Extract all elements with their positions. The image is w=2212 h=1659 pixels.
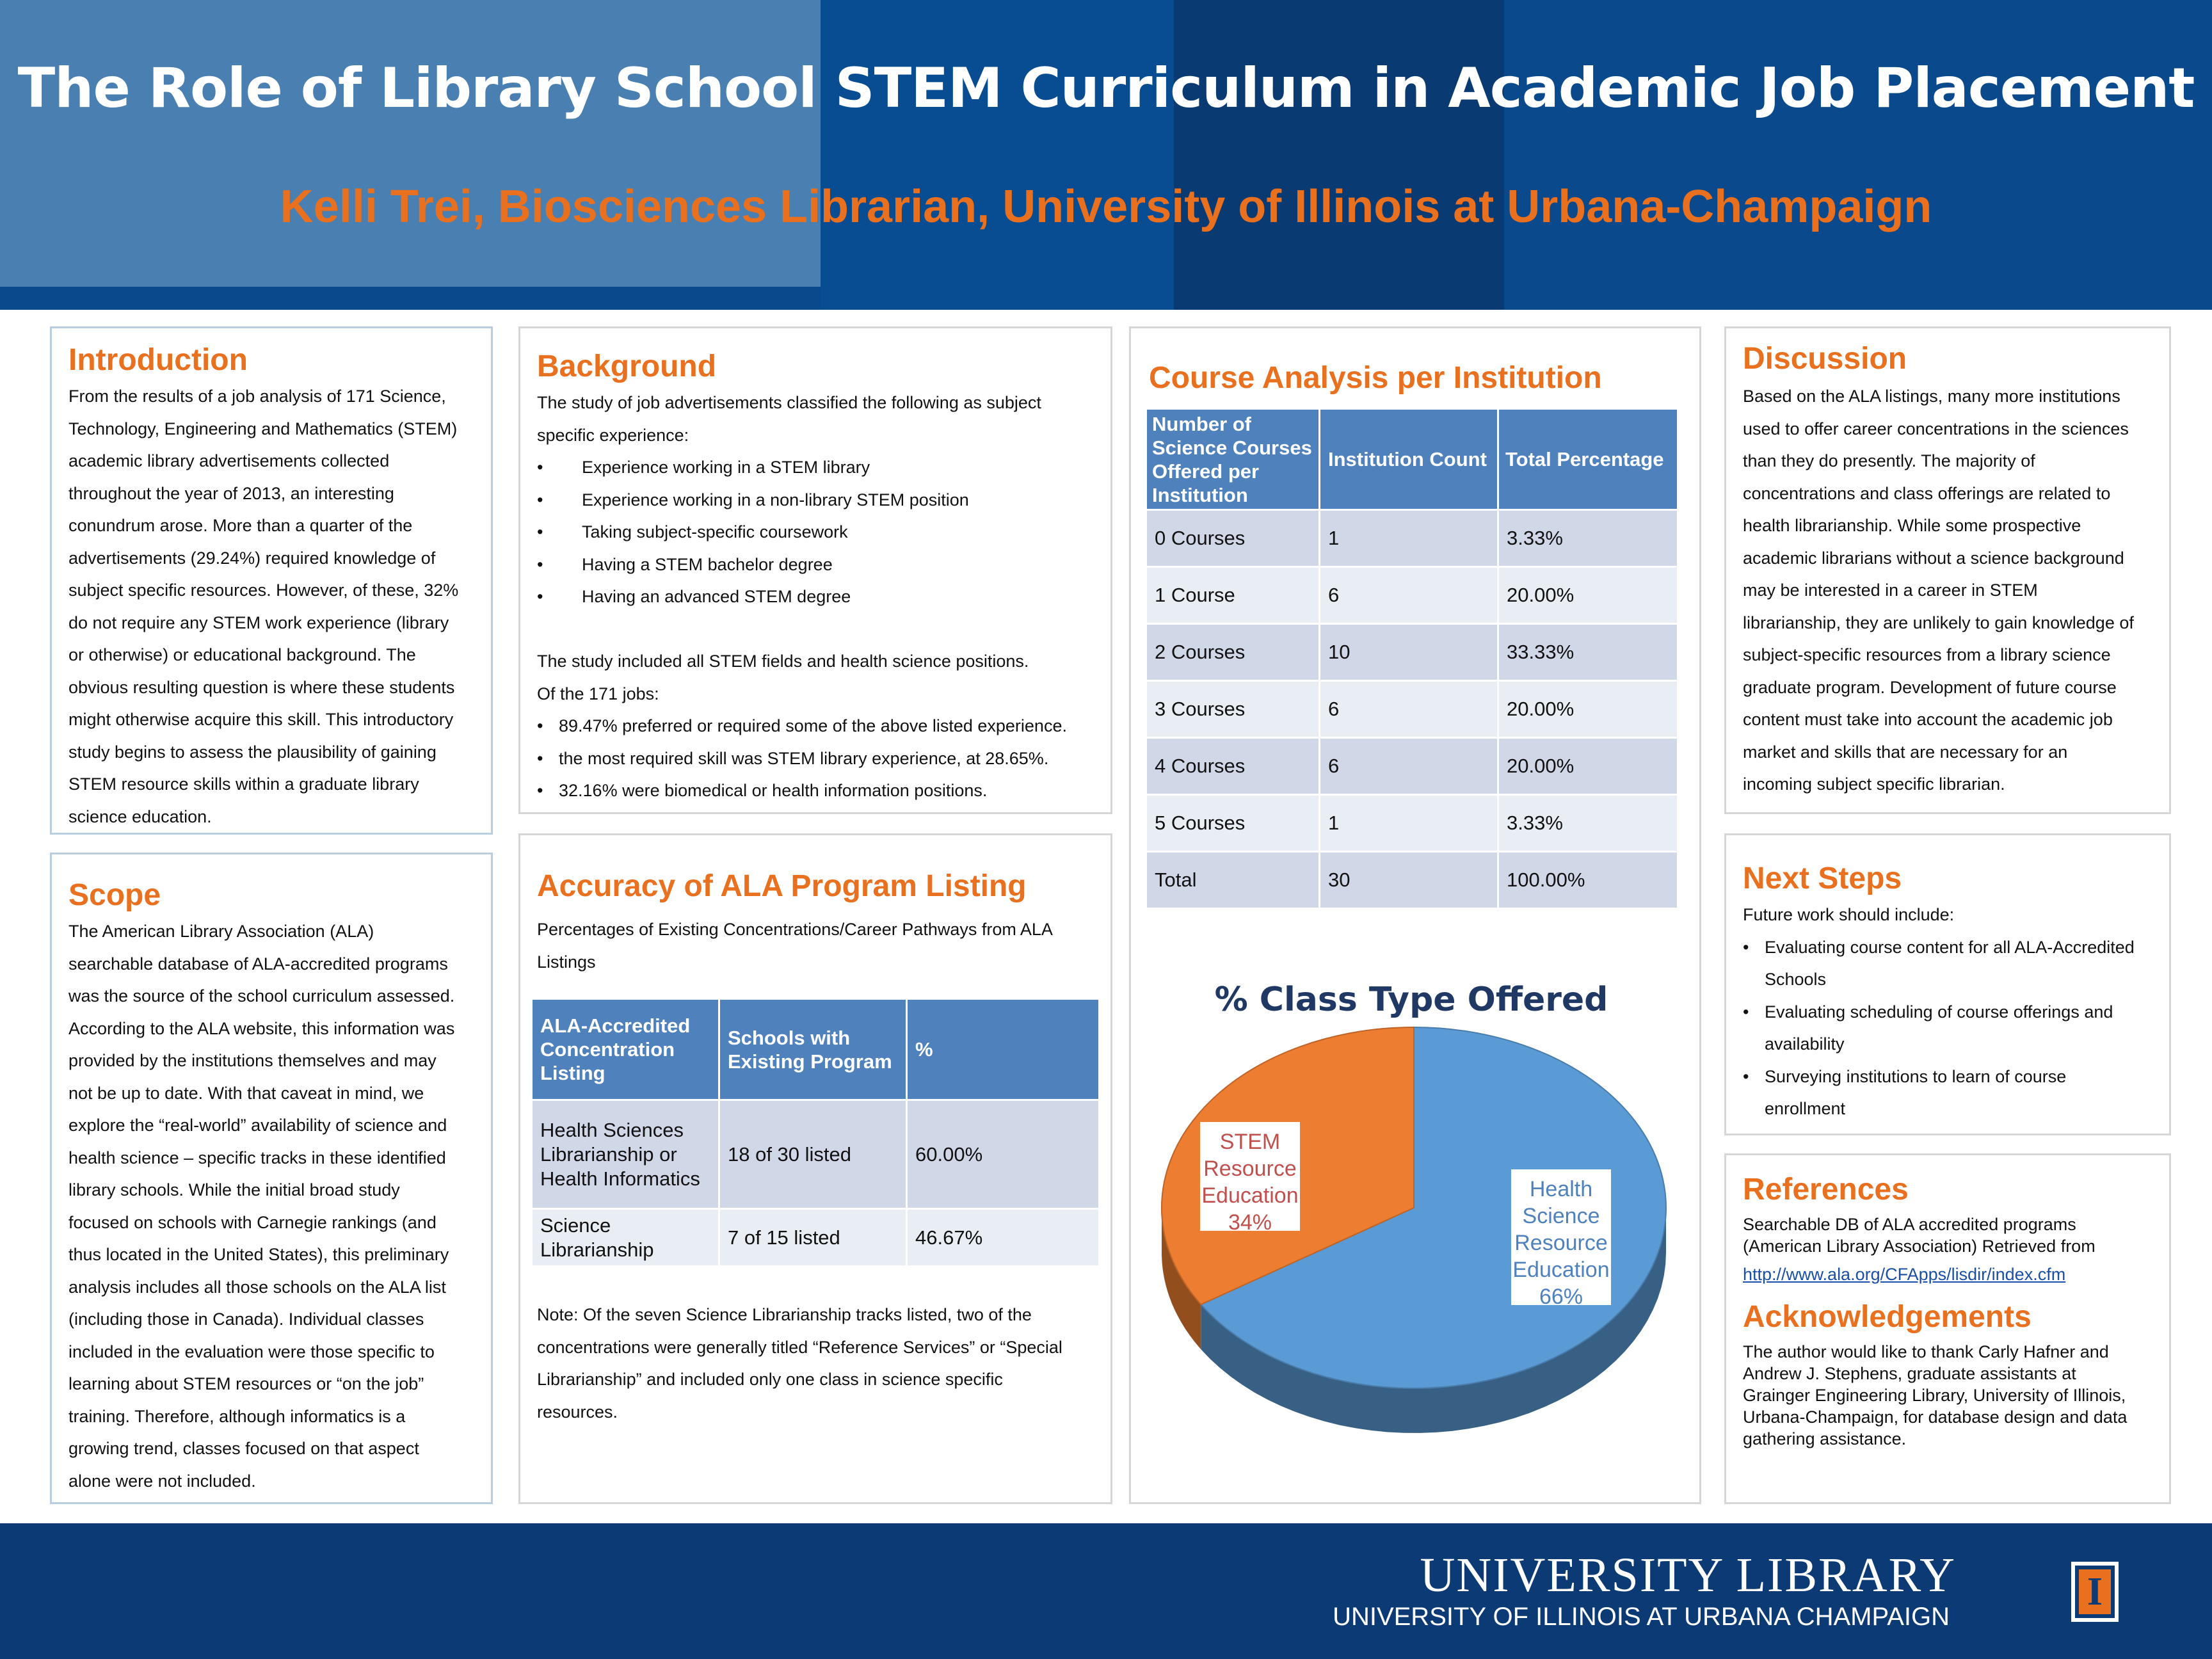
- text-line: The American Library Association (ALA): [68, 922, 374, 941]
- scope-heading: Scope: [68, 878, 161, 912]
- text-line: do not require any STEM work experience (library: [68, 613, 449, 632]
- stem-label-line: STEM: [1219, 1130, 1281, 1154]
- text-line: librarianship, they are unlikely to gain knowledge of: [1743, 613, 2134, 632]
- text-line: provided by the institutions themselves and may: [68, 1051, 437, 1070]
- text-line: training. Therefore, although informatics is a: [68, 1406, 406, 1426]
- course-analysis-heading: Course Analysis per Institution: [1149, 361, 1602, 395]
- header-band-light: [0, 0, 821, 287]
- table-cell: 3 Courses: [1146, 681, 1320, 738]
- table-cell: 7 of 15 listed: [719, 1209, 907, 1267]
- list-item-text: 32.16% were biomedical or health information positions.: [559, 781, 988, 800]
- text-line: included in the evaluation were those specific to: [68, 1342, 435, 1361]
- text-line: advertisements (29.24%) required knowledge of: [68, 548, 436, 568]
- scope-text: [68, 915, 474, 1497]
- table-row: [1146, 510, 1678, 567]
- list-item: [1743, 1061, 2152, 1125]
- ala-accuracy-heading: Accuracy of ALA Program Listing: [537, 869, 1027, 903]
- text-line: or otherwise) or educational background. The: [68, 645, 416, 664]
- table-row: [1146, 567, 1678, 624]
- list-item: [537, 484, 1094, 517]
- text-line: analysis includes all those schools on the ALA list: [68, 1277, 446, 1297]
- text-line: learning about STEM resources or “on the job”: [68, 1374, 424, 1393]
- stem-label-line: Education: [1201, 1183, 1299, 1208]
- table-cell: 1: [1320, 510, 1498, 567]
- table-cell: 10: [1320, 624, 1498, 681]
- illinois-logo-icon: [2071, 1562, 2119, 1622]
- table-row: [1146, 795, 1678, 852]
- next-steps-intro: Future work should include:: [1743, 905, 1955, 924]
- footer-subtitle: UNIVERSITY OF ILLINOIS AT URBANA CHAMPAIGN: [1333, 1603, 1950, 1631]
- text-line: Technology, Engineering and Mathematics (STEM): [68, 419, 458, 438]
- table-header-cell: Schools with Existing Program: [719, 999, 907, 1100]
- text-line: resources.: [537, 1402, 618, 1422]
- text-line: The study of job advertisements classified the following as subject: [537, 393, 1041, 412]
- table-cell: 33.33%: [1498, 624, 1678, 681]
- chart-title: % Class Type Offered: [1214, 981, 1608, 1019]
- text-line: alone were not included.: [68, 1471, 256, 1491]
- list-item: [1743, 996, 2152, 1061]
- table-row: [1146, 681, 1678, 738]
- ala-note: [537, 1299, 1062, 1428]
- list-item-text: Having an advanced STEM degree: [582, 587, 851, 606]
- table-cell: 2 Courses: [1146, 624, 1320, 681]
- text-line: not be up to date. With that caveat in mind, we: [68, 1083, 424, 1103]
- background-panel: [518, 326, 1112, 814]
- list-item: [1743, 931, 2152, 996]
- poster-author: Kelli Trei, Biosciences Librarian, University of Illinois at Urbana-Champaign: [280, 181, 1932, 232]
- table-header-row: [1146, 409, 1678, 510]
- table-cell: 46.67%: [907, 1209, 1100, 1267]
- list-item-text: • Evaluating course content for all ALA-Accredited: [1765, 937, 2135, 957]
- text-line: graduate program. Development of future course: [1743, 677, 2117, 697]
- table-header-cell: Institution Count: [1320, 409, 1498, 510]
- references-panel: [1724, 1153, 2171, 1504]
- introduction-heading: Introduction: [68, 343, 248, 377]
- list-item: [537, 516, 1094, 549]
- scope-panel: [50, 853, 493, 1504]
- text-line: Listings: [537, 952, 596, 972]
- text-line: conundrum arose. More than a quarter of the: [68, 516, 413, 535]
- list-item-text: Taking subject-specific coursework: [582, 522, 848, 541]
- background-heading: Background: [537, 349, 717, 383]
- table-cell: 6: [1320, 567, 1498, 624]
- text-line: than they do presently. The majority of: [1743, 451, 2035, 470]
- text-line: Andrew J. Stephens, graduate assistants at: [1743, 1364, 2076, 1383]
- stem-label-value: 34%: [1228, 1210, 1272, 1235]
- text-line: academic library advertisements collected: [68, 451, 390, 470]
- next-steps-heading: Next Steps: [1743, 862, 1902, 895]
- list-item-text: Experience working in a STEM library: [582, 458, 870, 477]
- ala-listing-table: [531, 998, 1100, 1267]
- list-item-text: • Surveying institutions to learn of course: [1765, 1066, 2067, 1086]
- course-analysis-panel: [1129, 326, 1701, 1504]
- list-item-text: enrollment: [1765, 1099, 1846, 1118]
- spacer-line: [537, 613, 1094, 646]
- text-line: concentrations were generally titled “Reference Services” or “Special: [537, 1337, 1062, 1357]
- text-line: thus located in the United States), this preliminary: [68, 1245, 449, 1264]
- table-cell: 18 of 30 listed: [719, 1100, 907, 1209]
- table-row: [1146, 624, 1678, 681]
- text-line: subject specific resources. However, of these, 32%: [68, 581, 459, 600]
- list-item: [537, 774, 1094, 807]
- introduction-text: [68, 380, 474, 833]
- text-line: growing trend, classes focused on that aspect: [68, 1439, 419, 1458]
- table-row: [1146, 852, 1678, 909]
- poster-title: The Role of Library School STEM Curriculum in Academic Job Placement: [17, 56, 2195, 120]
- list-item: [537, 451, 1094, 484]
- text-line: concentrations and class offerings are related to: [1743, 483, 2111, 503]
- health-label: [1511, 1169, 1611, 1309]
- findings-list: [537, 710, 1094, 807]
- text-line: health science – specific tracks in these identified: [68, 1148, 446, 1167]
- text-line: market and skills that are necessary for an: [1743, 742, 2068, 762]
- list-item-text: availability: [1765, 1034, 1845, 1054]
- list-item-text: • Evaluating scheduling of course offerings and: [1765, 1002, 2113, 1022]
- text-line: STEM resource skills within a graduate library: [68, 774, 419, 794]
- text-line: subject-specific resources from a library science: [1743, 645, 2111, 664]
- health-label-value: 66%: [1539, 1285, 1583, 1309]
- table-row: [532, 1100, 1100, 1209]
- text-line: Librarianship” and included only one class in science specific: [537, 1370, 1003, 1389]
- table-header-cell: %: [907, 999, 1100, 1100]
- text-line: Grainger Engineering Library, University of Illinois,: [1743, 1386, 2126, 1405]
- table-cell: 4 Courses: [1146, 738, 1320, 795]
- experience-list: [537, 451, 1094, 613]
- stem-label: [1200, 1122, 1300, 1235]
- table-row: [532, 1209, 1100, 1267]
- list-item-text: the most required skill was STEM library experience, at 28.65%.: [559, 748, 1049, 768]
- health-label-line: Health: [1529, 1177, 1593, 1201]
- table-cell: 1 Course: [1146, 567, 1320, 624]
- text-line: throughout the year of 2013, an interesting: [68, 483, 394, 503]
- health-label-line: Resource: [1514, 1231, 1608, 1255]
- text-line: gathering assistance.: [1743, 1429, 1907, 1448]
- list-item: [537, 549, 1094, 581]
- header-band-dark: [1174, 0, 1504, 310]
- text-line: library schools. While the initial broad study: [68, 1180, 400, 1199]
- table-cell: Science Librarianship: [532, 1209, 719, 1267]
- text-line: Based on the ALA listings, many more institutions: [1743, 387, 2120, 406]
- text-line: Urbana-Champaign, for database design and data: [1743, 1407, 2128, 1427]
- references-link[interactable]: http://www.ala.org/CFApps/lisdir/index.cfm: [1743, 1265, 2066, 1284]
- table-cell: Health Sciences Librarianship or Health Informatics: [532, 1100, 719, 1209]
- text-line: Percentages of Existing Concentrations/Career Pathways from ALA: [537, 920, 1053, 939]
- class-type-pie-chart: [1131, 943, 1703, 1500]
- text-line: (American Library Association) Retrieved from: [1743, 1237, 2096, 1256]
- list-item-text: 89.47% preferred or required some of the above listed experience.: [559, 716, 1067, 735]
- table-cell: 0 Courses: [1146, 510, 1320, 567]
- table-header-cell: Number of Science Courses Offered per Institution: [1146, 409, 1320, 510]
- table-header-cell: Total Percentage: [1498, 409, 1678, 510]
- text-line: content must take into account the academic job: [1743, 710, 2113, 729]
- text-line: incoming subject specific librarian.: [1743, 774, 2005, 794]
- text-line: searchable database of ALA-accredited programs: [68, 954, 448, 974]
- text-line: academic librarians without a science background: [1743, 548, 2124, 568]
- list-item: [537, 581, 1094, 613]
- discussion-panel: [1724, 326, 2171, 814]
- text-line: The author would like to thank Carly Hafner and: [1743, 1342, 2109, 1361]
- next-steps-panel: [1724, 833, 2171, 1135]
- poster-header: [0, 0, 2212, 310]
- text-line: Searchable DB of ALA accredited programs: [1743, 1215, 2076, 1234]
- list-item: [537, 742, 1094, 775]
- table-cell: 1: [1320, 795, 1498, 852]
- text-line: might otherwise acquire this skill. This introductory: [68, 710, 454, 729]
- list-item-text: Schools: [1765, 970, 1827, 989]
- table-cell: 20.00%: [1498, 738, 1678, 795]
- table-cell: 30: [1320, 852, 1498, 909]
- references-heading: References: [1743, 1173, 1909, 1206]
- table-row: [1146, 738, 1678, 795]
- text-line: From the results of a job analysis of 171 Science,: [68, 387, 446, 406]
- text-line: The study included all STEM fields and health science positions.: [537, 652, 1029, 671]
- header-band-right: [1504, 0, 2212, 310]
- text-line: used to offer career concentrations in the sciences: [1743, 419, 2129, 438]
- text-line: science education.: [68, 806, 212, 826]
- text-line: may be interested in a career in STEM: [1743, 581, 2038, 600]
- list-item-text: Having a STEM bachelor degree: [582, 554, 833, 574]
- table-cell: 3.33%: [1498, 795, 1678, 852]
- text-line: specific experience:: [537, 425, 689, 445]
- list-item-text: Experience working in a non-library STEM position: [582, 490, 969, 509]
- table-header-row: [532, 999, 1100, 1100]
- health-label-line: Education: [1512, 1258, 1610, 1282]
- table-cell: 6: [1320, 681, 1498, 738]
- text-line: obvious resulting question is where these students: [68, 677, 455, 697]
- next-steps-list: [1743, 931, 2152, 1125]
- introduction-panel: [50, 326, 493, 835]
- table-cell: 20.00%: [1498, 681, 1678, 738]
- text-line: explore the “real-world” availability of science and: [68, 1116, 447, 1135]
- table-header-cell: ALA-Accredited Concentration Listing: [532, 999, 719, 1100]
- table-cell: 5 Courses: [1146, 795, 1320, 852]
- table-cell: 3.33%: [1498, 510, 1678, 567]
- text-line: was the source of the school curriculum assessed.: [68, 986, 455, 1006]
- table-cell: 20.00%: [1498, 567, 1678, 624]
- text-line: health librarianship. While some prospective: [1743, 516, 2081, 535]
- ala-accuracy-panel: [518, 833, 1112, 1504]
- illinois-logo-letter: I: [2079, 1569, 2111, 1614]
- table-cell: Total: [1146, 852, 1320, 909]
- ala-caption: [537, 913, 1053, 978]
- health-label-line: Science: [1522, 1204, 1600, 1228]
- table-cell: 100.00%: [1498, 852, 1678, 909]
- list-item: [537, 710, 1094, 742]
- course-analysis-table: [1145, 408, 1679, 910]
- header-band-mid: [821, 0, 1174, 310]
- discussion-heading: Discussion: [1743, 342, 1907, 376]
- text-line: focused on schools with Carnegie rankings (and: [68, 1212, 437, 1232]
- discussion-text: [1743, 380, 2152, 801]
- text-line: According to the ALA website, this information was: [68, 1018, 455, 1038]
- text-line: Of the 171 jobs:: [537, 684, 659, 703]
- table-cell: 60.00%: [907, 1100, 1100, 1209]
- text-line: Note: Of the seven Science Librarianship tracks listed, two of the: [537, 1305, 1032, 1324]
- footer-title: UNIVERSITY LIBRARY: [1420, 1548, 1956, 1602]
- text-line: (including those in Canada). Individual classes: [68, 1310, 424, 1329]
- acknowledgements-heading: Acknowledgements: [1743, 1300, 2032, 1334]
- stem-label-line: Resource: [1203, 1157, 1297, 1181]
- table-cell: 6: [1320, 738, 1498, 795]
- text-line: study begins to assess the plausibility of gaining: [68, 742, 437, 762]
